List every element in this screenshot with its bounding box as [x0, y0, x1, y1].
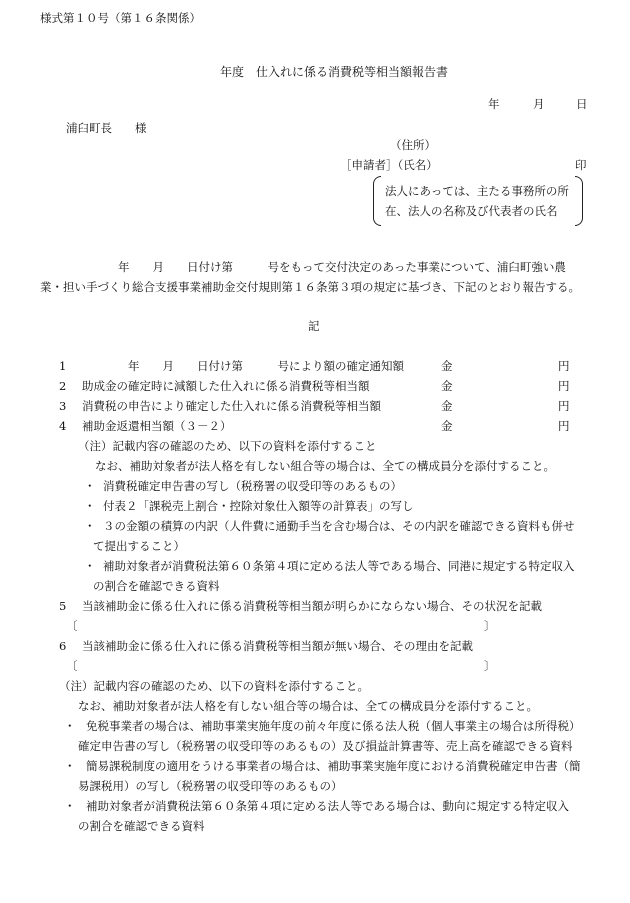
seal-mark: 印	[575, 158, 587, 172]
item6-open-bracket: 〔	[66, 659, 78, 673]
item6-close-bracket: 〕	[484, 659, 496, 673]
form-number: 様式第１０号（第１６条関係）	[40, 11, 201, 25]
applicant-label: ［申請者］（氏名）	[340, 158, 438, 172]
note1-header: （注）記載内容の確認のため、以下の資料を添付すること	[78, 439, 377, 453]
item5-open-bracket: 〔	[66, 619, 78, 633]
note2-header: （注）記載内容の確認のため、以下の資料を添付すること。	[59, 679, 370, 693]
address-label: （住所）	[390, 138, 436, 152]
note1-intro: なお、補助対象者が法人格を有しない組合等の場合は、全ての構成員分を添付すること。	[95, 459, 555, 473]
body-line-1: 年 月 日付け第 号をもって交付決定のあった事業について、浦臼町強い農	[118, 260, 566, 274]
date-month-label: 月	[533, 97, 545, 111]
date-year-label: 年	[488, 97, 500, 111]
right-bracket	[575, 176, 583, 226]
applicant-note-box	[373, 176, 583, 228]
ki-heading: 記	[308, 319, 320, 333]
left-bracket	[373, 176, 381, 226]
report-form-page: 様式第１０号（第１６条関係） 年度 仕入れに係る消費税等相当額報告書 年 月 日 浦臼町長 様 （住所） ［申請者］（氏名） 印 法人にあっては、主たる事務所の所 在、法人の名称及び代表者の氏名 年 月 日付け第 号をもって交付決定のあった事業について、浦臼町強い農 業・担い手づくり総合支援事業補助金交付規則第１６条第３項の規定に基づき、下記のとおり報告する。 記 1 年 月 日付け第 号により額の確定通知額 金 円 2 助成金の確定時に減額した仕入れに係る消費税等相当額 金 円 3 消費税の申告により確定した仕入れに係る消費税等相当額 金 円 4 補助金返還相当額（３－２） 金 円 （注）記載内容の確認のため、以下の資料を添付すること なお、補助対象者が法人格を有しない組合等の場合は、全ての構成員分を添付すること。 ・ 消費税確定申告書の写し（税務署の収受印等のあるもの） ・ 付表２「課税売上割合・控除対象仕入額等の計算表」の写し ・ ３の金額の積算の内訳（人件費に通勤手当を含む場合は、その内訳を確認できる資料も併せ て提出すること） ・ 補助対象者が消費税法第６０条第４項に定める法人等である場合、同港に規定する特定収入 の割合を確認できる資料 5 当該補助金に係る仕入れに係る消費税等相当額が明らかにならない場合、その状況を記載 〔 〕 6 当該補助金に係る仕入れに係る消費税等相当額が無い場合、その理由を記載 〔 〕 （注）記載内容の確認のため、以下の資料を添付すること。 なお、補助対象者が法人格を有しない組合等の場合は、全ての構成員分を添付すること。 ・ 免税事業者の場合は、補助事業実施年度の前々年度に係る法人税（個人事業主の場合は所得税） 確定申告書の写し（税務署の収受印等のあるもの）及び損益計算書等、売上高を確認できる資料 ・ 簡易課税制度の適用をうける事業者の場合は、補助事業実施年度における消費税確定申告書（簡 易課税用）の写し（税務署の収受印等のあるもの） ・ 補助対象者が消費税法第６０条第４項に定める法人等である場合は、動向に規定する特定収入 の割合を確認できる資料	[40, 11, 588, 833]
applicant-note: 法人にあっては、主たる事務所の所 在、法人の名称及び代表者の氏名	[385, 184, 569, 218]
page-title: 年度 仕入れに係る消費税等相当額報告書	[220, 65, 449, 79]
body-line-2: 業・担い手づくり総合支援事業補助金交付規則第１６条第３項の規定に基づき、下記のとおり報告する。	[40, 280, 581, 294]
note2-intro: なお、補助対象者が法人格を有しない組合等の場合は、全ての構成員分を添付すること。	[78, 699, 538, 713]
item5-close-bracket: 〕	[484, 619, 496, 633]
addressee: 浦臼町長 様	[66, 121, 147, 135]
date-day-label: 日	[576, 97, 588, 111]
